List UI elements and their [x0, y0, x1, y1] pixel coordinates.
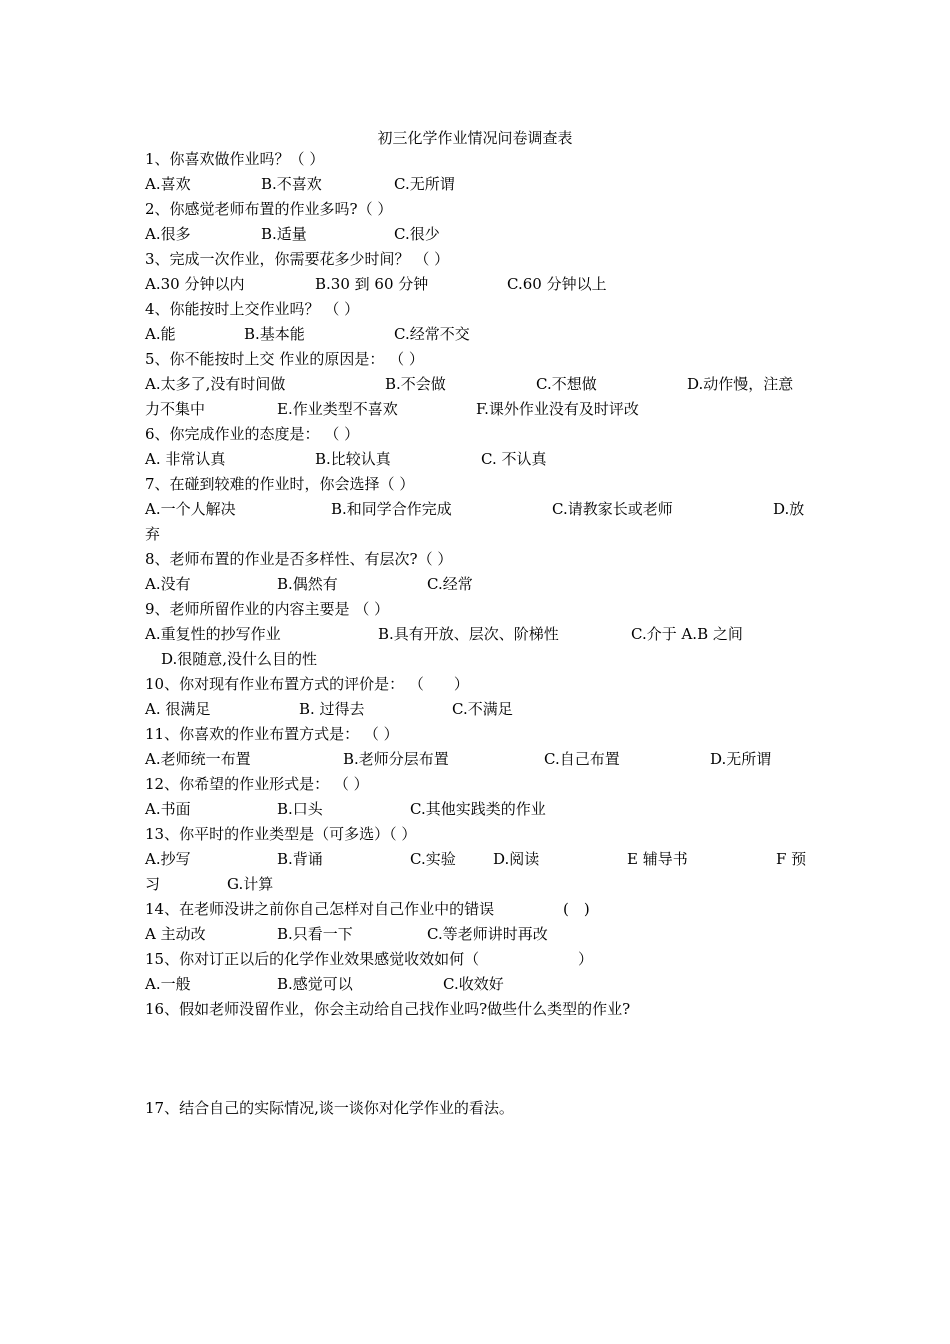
question-13-options-cont [145, 874, 815, 894]
option-d: D.无所谓 [710, 750, 772, 768]
option-b: B.30 到 60 分钟 [315, 275, 429, 293]
option-a: A.一个人解决 [145, 500, 236, 518]
question-17: 17、结合自己的实际情况,谈一谈你对化学作业的看法。 [145, 1099, 514, 1117]
question-9-options [145, 624, 845, 644]
question-9-options-cont [145, 649, 845, 669]
question-12: 12、你希望的作业形式是： （ ） [145, 775, 369, 793]
option-c: C.等老师讲时再改 [427, 925, 548, 943]
option-a: A.很多 [145, 225, 191, 243]
question-1-options [145, 174, 845, 194]
option-b: B.感觉可以 [277, 975, 353, 993]
question-10: 10、你对现有作业布置方式的评价是： （ ） [145, 675, 469, 693]
question-16: 16、假如老师没留作业，你会主动给自己找作业吗?做些什么类型的作业? [145, 1000, 631, 1018]
option-a: A.重复性的抄写作业 [145, 625, 281, 643]
option-c: C.自己布置 [544, 750, 620, 768]
option-d: D.动作慢，注意 [687, 375, 794, 393]
option-f: F.课外作业没有及时评改 [476, 400, 639, 418]
option-a: A.太多了,没有时间做 [145, 375, 286, 393]
option-b: B. 过得去 [299, 700, 365, 718]
option-b: B.老师分层布置 [343, 750, 449, 768]
option-c: C.经常 [427, 575, 473, 593]
question-5-options-cont [145, 399, 815, 419]
question-5-options [145, 374, 815, 394]
question-15-row [145, 949, 845, 969]
question-11-options [145, 749, 845, 769]
question-15-options [145, 974, 845, 994]
option-a: A.能 [145, 325, 176, 343]
option-b: B.适量 [261, 225, 307, 243]
option-a: A.30 分钟以内 [145, 275, 245, 293]
question-7: 7、在碰到较难的作业时，你会选择（ ） [145, 475, 415, 493]
option-f-cont: 习 [145, 875, 161, 893]
question-2: 2、你感觉老师布置的作业多吗?（ ） [145, 200, 393, 218]
answer-blank: ） [578, 950, 594, 968]
option-b: B.只看一下 [277, 925, 353, 943]
option-a: A.书面 [145, 800, 191, 818]
question-1: 1、你喜欢做作业吗？（ ） [145, 150, 325, 168]
option-e: E.作业类型不喜欢 [277, 400, 398, 418]
option-b: B.口头 [277, 800, 323, 818]
option-c: C.收效好 [443, 975, 504, 993]
option-a: A. 很满足 [145, 700, 211, 718]
question-13-options [145, 849, 815, 869]
option-d-cont: 力不集中 [145, 400, 206, 418]
option-c: C.60 分钟以上 [507, 275, 607, 293]
question-8-options [145, 574, 845, 594]
option-c: C.不想做 [536, 375, 597, 393]
option-e: E 辅导书 [627, 850, 688, 868]
option-b: B.背诵 [277, 850, 323, 868]
option-b: B.比较认真 [315, 450, 391, 468]
option-b: B.不会做 [385, 375, 446, 393]
question-2-options [145, 224, 845, 244]
question-10-options [145, 699, 845, 719]
option-a: A.喜欢 [145, 175, 191, 193]
option-d: D.阅读 [493, 850, 540, 868]
option-b: B.和同学合作完成 [331, 500, 452, 518]
question-14-row [145, 899, 845, 919]
option-b: B.偶然有 [277, 575, 338, 593]
option-f: F 预 [776, 850, 807, 868]
question-6-options [145, 449, 845, 469]
question-4-options [145, 324, 845, 344]
question-13: 13、你平时的作业类型是（可多选）（ ） [145, 825, 417, 843]
option-g: G.计算 [227, 875, 274, 893]
option-c: C.不满足 [452, 700, 513, 718]
option-c: C.介于 A.B 之间 [631, 625, 743, 643]
question-14: 14、在老师没讲之前你自己怎样对自己作业中的错误 [145, 900, 495, 918]
question-5: 5、你不能按时上交 作业的原因是： （ ） [145, 350, 424, 368]
question-3: 3、完成一次作业，你需要花多少时间？ （ ） [145, 250, 450, 268]
question-7-options [145, 499, 815, 519]
option-a: A 主动改 [145, 925, 206, 943]
option-c: C.经常不交 [394, 325, 470, 343]
question-7-options-cont [145, 524, 815, 544]
question-14-options [145, 924, 845, 944]
question-9: 9、老师所留作业的内容主要是 （ ） [145, 600, 390, 618]
question-8: 8、老师布置的作业是否多样性、有层次?（ ） [145, 550, 453, 568]
question-6: 6、你完成作业的态度是： （ ） [145, 425, 360, 443]
option-b: B.基本能 [244, 325, 305, 343]
option-a: A.没有 [145, 575, 191, 593]
page-title: 初三化学作业情况问卷调查表 [377, 129, 573, 147]
question-3-options [145, 274, 845, 294]
option-d: D.很随意,没什么目的性 [161, 650, 318, 668]
option-c: C. 不认真 [481, 450, 547, 468]
option-a: A.一般 [145, 975, 191, 993]
option-a: A.老师统一布置 [145, 750, 251, 768]
question-12-options [145, 799, 845, 819]
option-c: C.很少 [394, 225, 440, 243]
option-d: D.放 [773, 500, 805, 518]
option-a: A. 非常认真 [145, 450, 226, 468]
answer-blank: ( ) [563, 900, 590, 918]
option-c: C.请教家长或老师 [552, 500, 673, 518]
option-b: B.不喜欢 [261, 175, 322, 193]
question-15: 15、你对订正以后的化学作业效果感觉收效如何（ [145, 950, 480, 968]
option-c: C.实验 [410, 850, 456, 868]
option-c: C.无所谓 [394, 175, 455, 193]
option-d-cont: 弃 [145, 525, 161, 543]
option-c: C.其他实践类的作业 [410, 800, 546, 818]
option-a: A.抄写 [145, 850, 191, 868]
question-4: 4、你能按时上交作业吗？ （ ） [145, 300, 360, 318]
option-b: B.具有开放、层次、阶梯性 [378, 625, 559, 643]
question-11: 11、你喜欢的作业布置方式是： （ ） [145, 725, 399, 743]
